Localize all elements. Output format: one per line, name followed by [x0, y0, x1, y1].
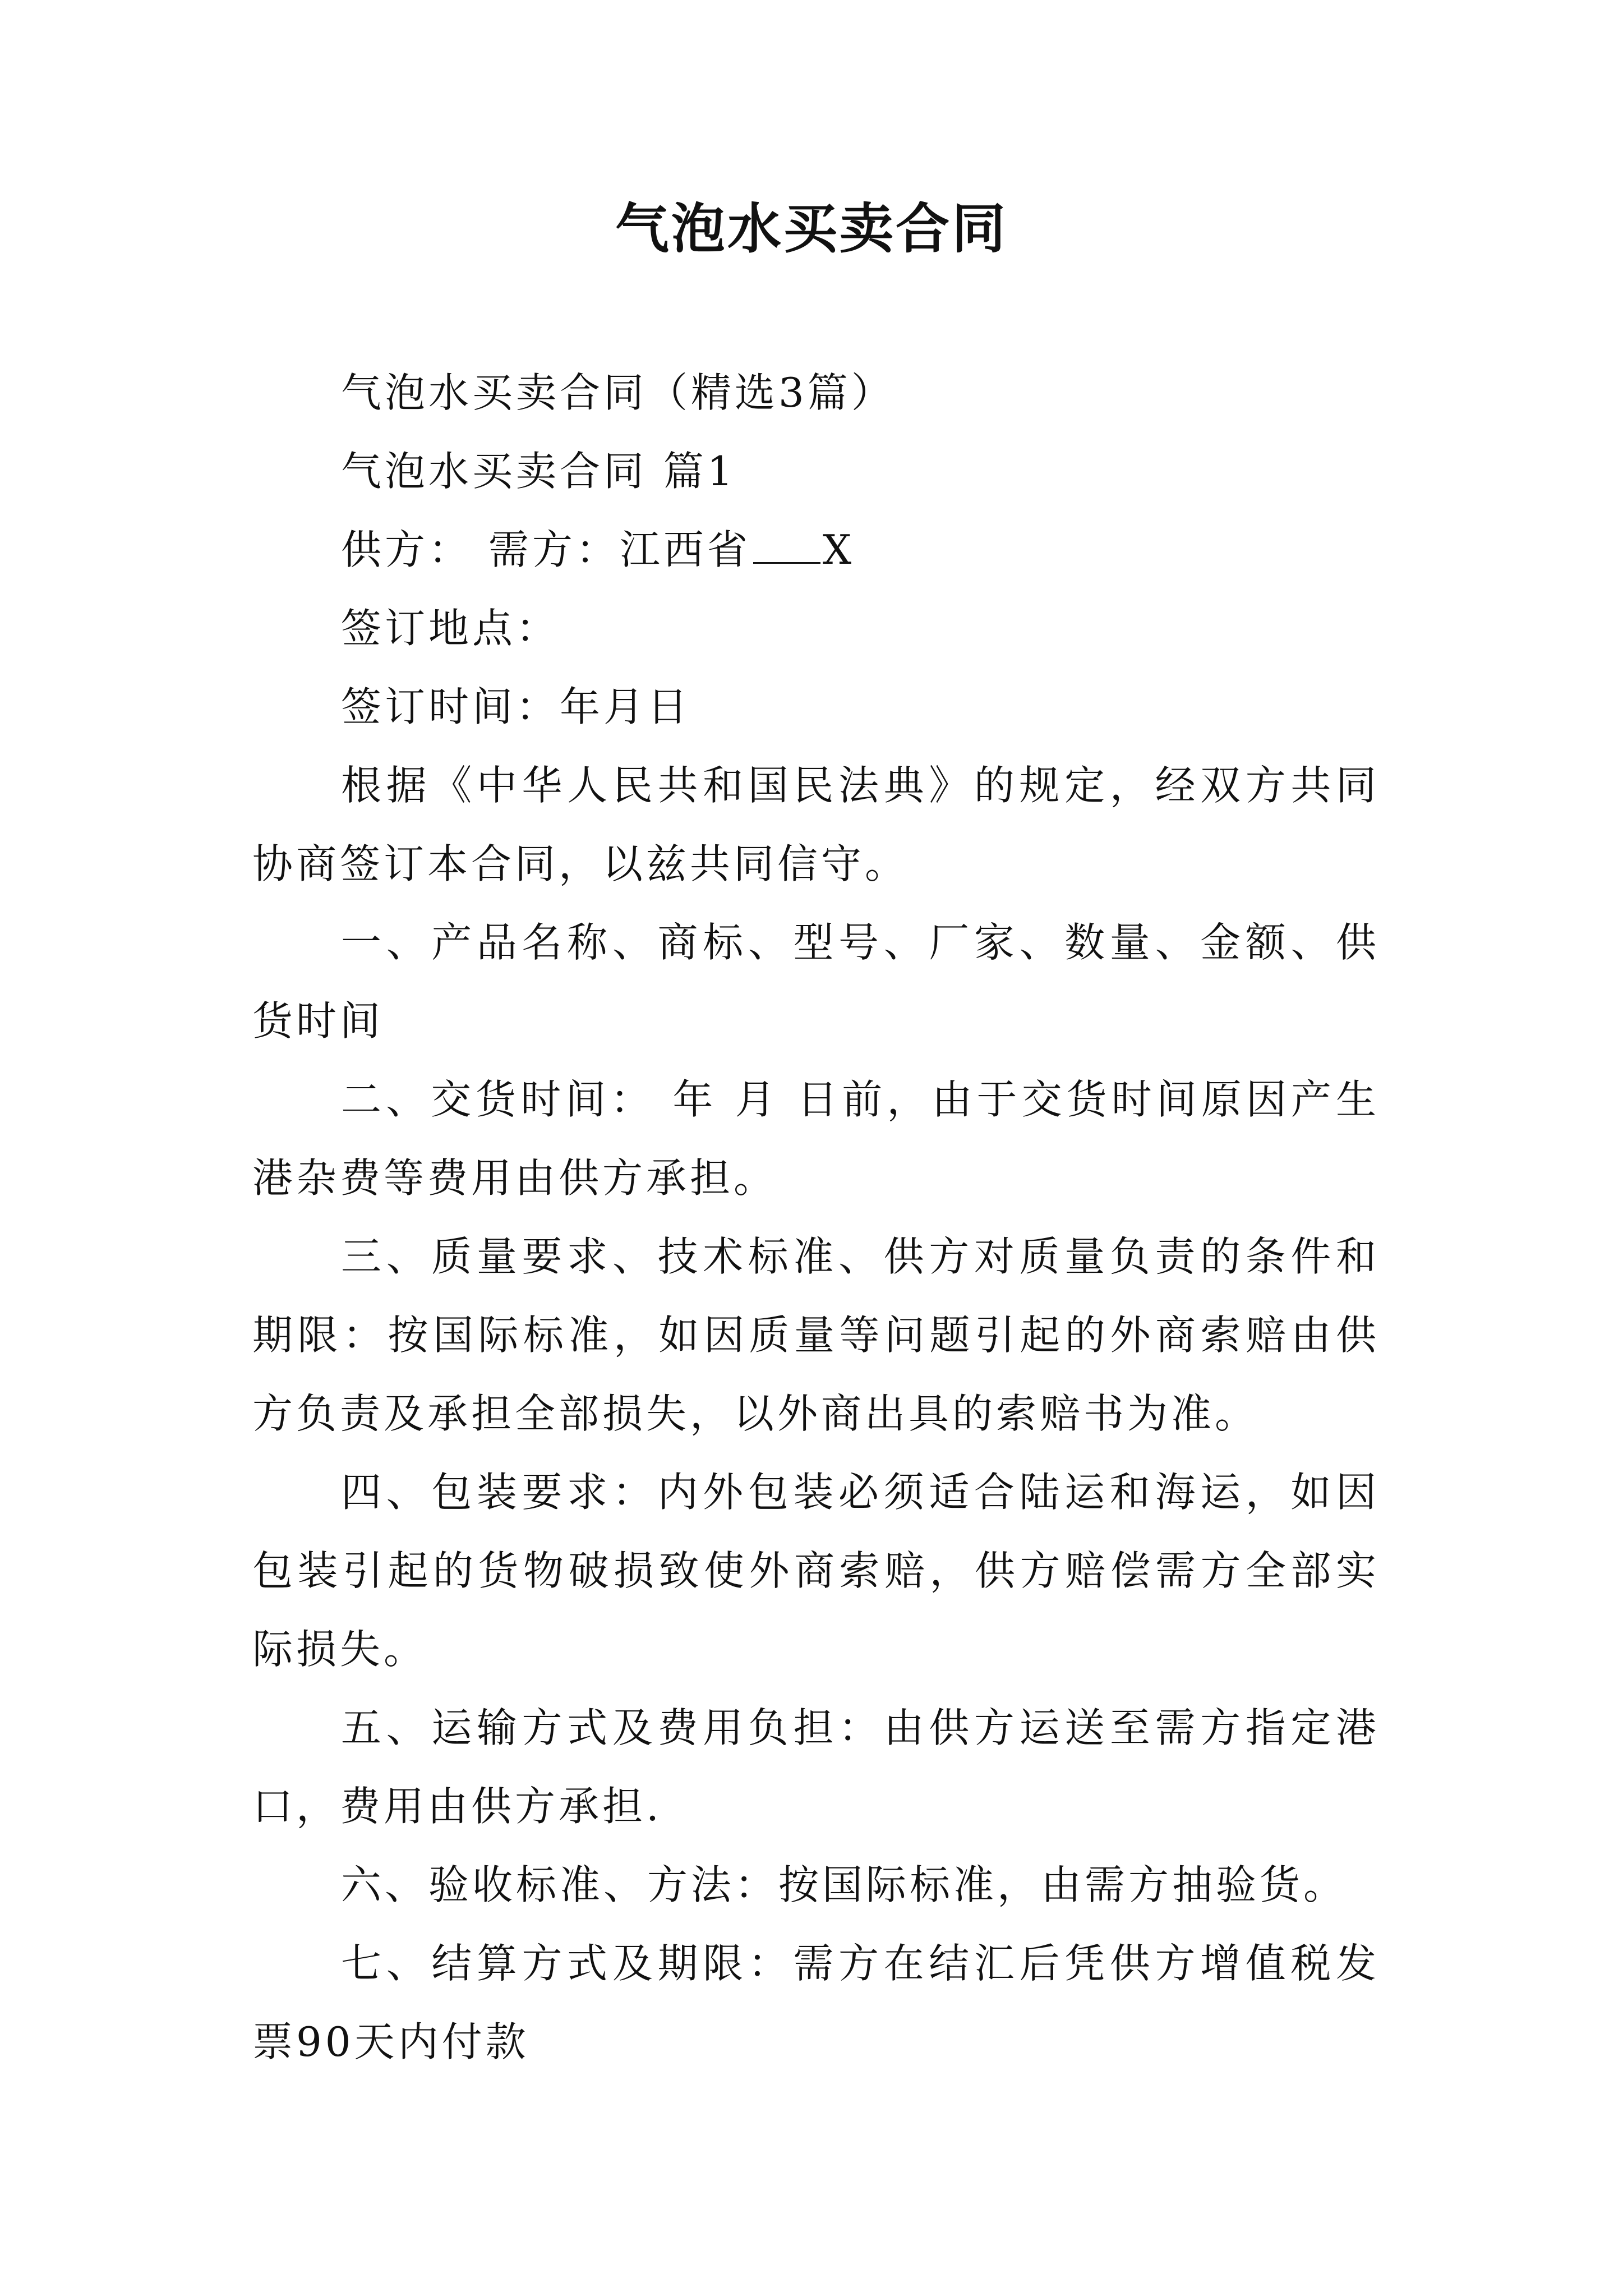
paragraph: 根据《中华人民共和国民法典》的规定，经双方共同协商签订本合同，以兹共同信守。 — [252, 762, 1380, 887]
paragraph: 五、运输方式及费用负担：由供方运送至需方指定港口，费用由供方承担. — [252, 1704, 1380, 1830]
document-title: 气泡水买卖合同 — [615, 197, 1008, 260]
sign-place: 签订地点： — [341, 605, 560, 652]
paragraph: 四、包装要求：内外包装必须适合陆运和海运，如因包装引起的货物破损致使外商索赔，供方赔偿需方全部实际损失。 — [252, 1469, 1380, 1673]
parties-line — [252, 510, 1380, 589]
section-heading: 气泡水买卖合同 篇1 — [341, 448, 736, 495]
paragraph: 一、产品名称、商标、型号、厂家、数量、金额、供货时间 — [252, 919, 1380, 1045]
supplier-label: 供方： — [341, 526, 473, 573]
paragraph: 二、交货时间： 年 月 日前，由于交货时间原因产生港杂费等费用由供方承担。 — [252, 1076, 1380, 1202]
buyer-suffix: X — [822, 526, 855, 573]
blank-underline — [753, 528, 820, 564]
paragraph: 七、结算方式及期限：需方在结汇后凭供方增值税发票90天内付款 — [252, 1940, 1380, 2065]
buyer-label: 需方：江西省 — [488, 526, 751, 573]
sign-time: 签订时间：年月日 — [341, 683, 691, 730]
document-subtitle: 气泡水买卖合同（精选3篇） — [341, 369, 895, 416]
paragraph: 三、质量要求、技术标准、供方对质量负责的条件和期限：按国际标准，如因质量等问题引起的外商索赔由供方负责及承担全部损失，以外商出具的索赔书为准。 — [252, 1233, 1380, 1437]
document-body — [252, 353, 1380, 2081]
paragraph: 六、验收标准、方法：按国际标准，由需方抽验货。 — [341, 1861, 1348, 1908]
